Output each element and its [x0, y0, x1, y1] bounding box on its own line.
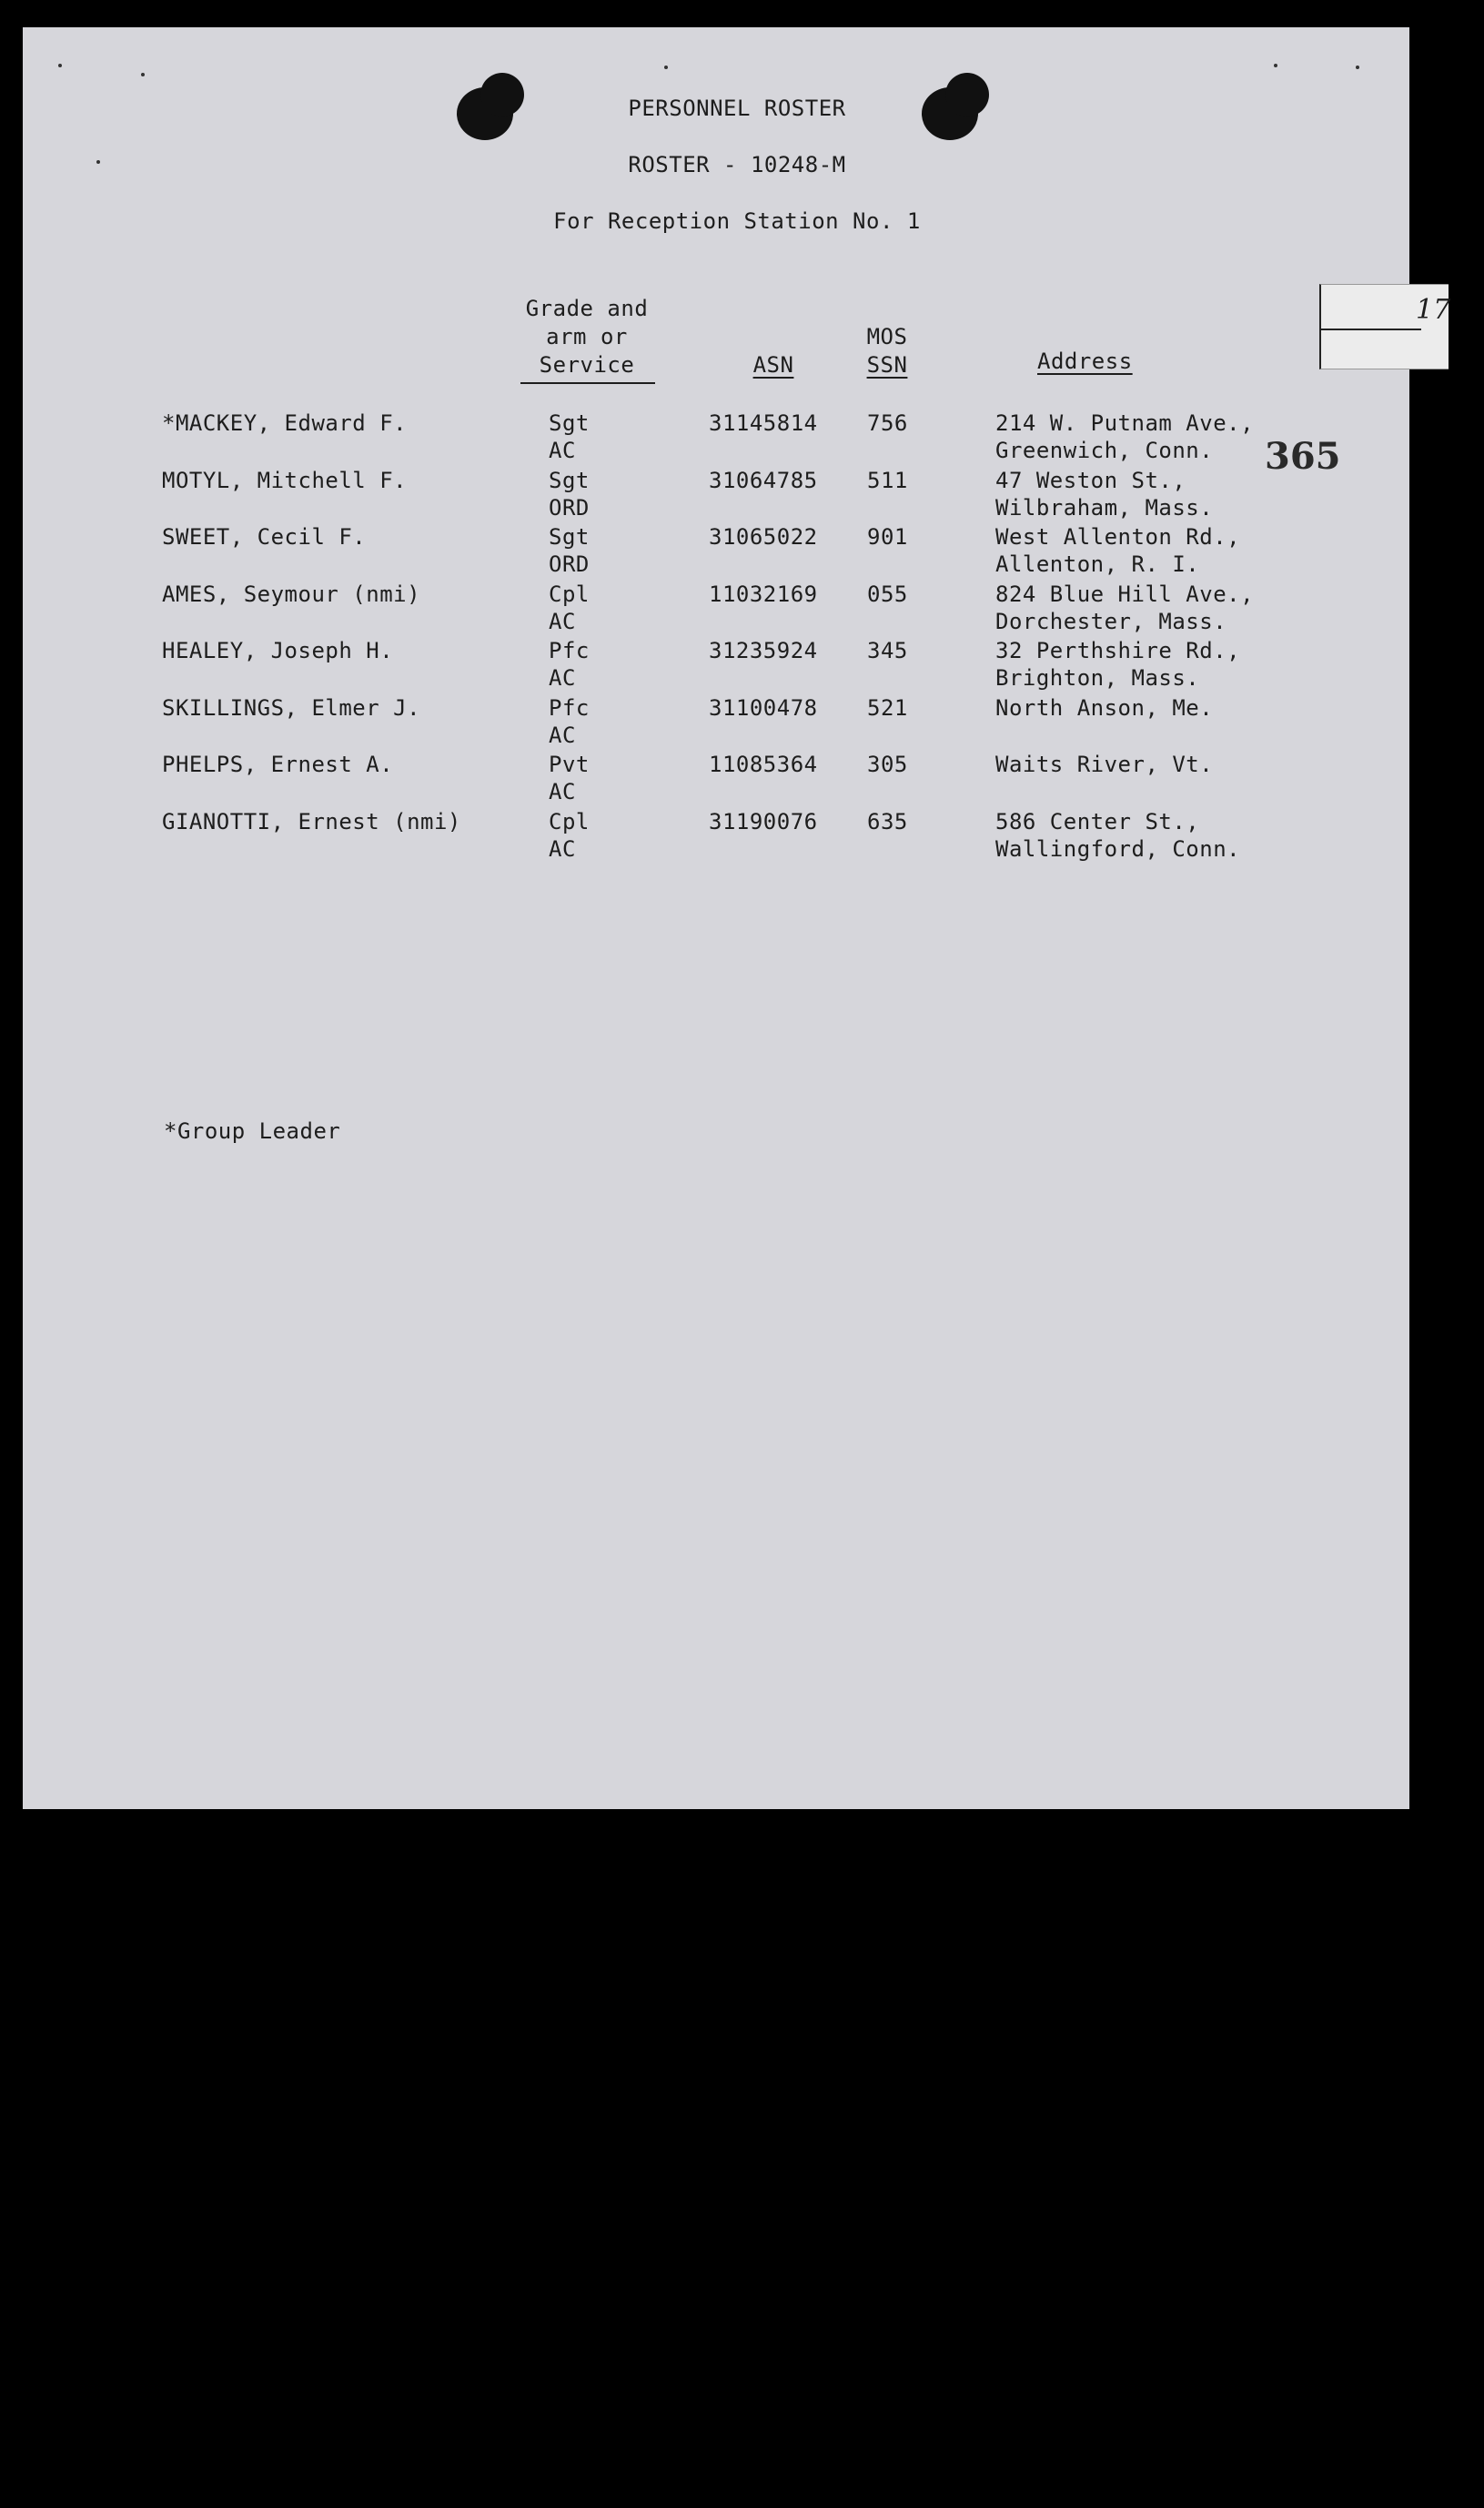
- row-name: SWEET, Cecil F.: [162, 524, 367, 550]
- index-tab: [1319, 284, 1449, 369]
- row-mos: 901: [867, 524, 908, 550]
- row-asn: 31065022: [709, 524, 818, 550]
- row-addr2: Allenton, R. I.: [995, 551, 1200, 577]
- row-mos: 521: [867, 695, 908, 721]
- punch-hole-left: [457, 87, 513, 140]
- row-addr1: 32 Perthshire Rd.,: [995, 638, 1241, 663]
- row-name: GIANOTTI, Ernest (nmi): [162, 809, 461, 834]
- tab-rule: [1321, 329, 1421, 330]
- col-ssn: SSN: [866, 352, 908, 378]
- row-asn: 31100478: [709, 695, 818, 721]
- row-name: *MACKEY, Edward F.: [162, 410, 408, 436]
- row-addr1: 586 Center St.,: [995, 809, 1200, 834]
- row-addr1: North Anson, Me.: [995, 695, 1214, 721]
- row-grade: Cpl: [549, 809, 590, 834]
- row-grade: Sgt: [549, 524, 590, 550]
- col-grade-line1: Grade and: [525, 296, 649, 321]
- roster-page: [23, 27, 1409, 1809]
- row-grade: Cpl: [549, 581, 590, 607]
- row-name: SKILLINGS, Elmer J.: [162, 695, 421, 721]
- page-stamp: 365: [1265, 435, 1341, 478]
- row-asn: 11085364: [709, 752, 818, 777]
- tab-number: 17: [1416, 294, 1451, 326]
- row-asn: 31235924: [709, 638, 818, 663]
- speck: [141, 73, 145, 76]
- col-asn: ASN: [752, 352, 794, 378]
- col-grade-line2: arm or: [546, 324, 628, 349]
- reception-station: For Reception Station No. 1: [553, 208, 921, 234]
- speck: [1274, 64, 1277, 67]
- row-addr2: Wilbraham, Mass.: [995, 495, 1214, 521]
- row-addr1: Waits River, Vt.: [995, 752, 1214, 777]
- row-grade: Pfc: [549, 638, 590, 663]
- row-mos: 345: [867, 638, 908, 663]
- row-grade: Pvt: [549, 752, 590, 777]
- grade-underline: [520, 382, 655, 384]
- roster-number: ROSTER - 10248-M: [628, 152, 846, 177]
- row-addr1: 47 Weston St.,: [995, 468, 1186, 493]
- row-arm: ORD: [549, 551, 590, 577]
- row-asn: 31190076: [709, 809, 818, 834]
- row-mos: 511: [867, 468, 908, 493]
- row-grade: Sgt: [549, 468, 590, 493]
- row-mos: 756: [867, 410, 908, 436]
- row-arm: AC: [549, 779, 576, 804]
- row-arm: AC: [549, 836, 576, 862]
- row-mos: 635: [867, 809, 908, 834]
- row-addr1: 214 W. Putnam Ave.,: [995, 410, 1255, 436]
- row-arm: AC: [549, 723, 576, 748]
- row-name: HEALEY, Joseph H.: [162, 638, 394, 663]
- row-asn: 11032169: [709, 581, 818, 607]
- row-mos: 055: [867, 581, 908, 607]
- row-arm: AC: [549, 609, 576, 634]
- row-addr1: 824 Blue Hill Ave.,: [995, 581, 1255, 607]
- row-name: PHELPS, Ernest A.: [162, 752, 394, 777]
- speck: [1356, 66, 1359, 69]
- roster-title: PERSONNEL ROSTER: [628, 96, 846, 121]
- col-address: Address: [1037, 349, 1133, 374]
- footnote: *Group Leader: [164, 1118, 341, 1144]
- col-mos: MOS: [866, 324, 908, 349]
- row-grade: Sgt: [549, 410, 590, 436]
- row-addr2: Greenwich, Conn.: [995, 438, 1214, 463]
- row-arm: AC: [549, 438, 576, 463]
- row-asn: 31145814: [709, 410, 818, 436]
- row-name: AMES, Seymour (nmi): [162, 581, 421, 607]
- speck: [58, 64, 62, 67]
- row-mos: 305: [867, 752, 908, 777]
- row-addr2: Dorchester, Mass.: [995, 609, 1227, 634]
- row-grade: Pfc: [549, 695, 590, 721]
- row-addr2: Brighton, Mass.: [995, 665, 1200, 691]
- row-name: MOTYL, Mitchell F.: [162, 468, 408, 493]
- speck: [664, 66, 668, 69]
- row-arm: ORD: [549, 495, 590, 521]
- row-addr1: West Allenton Rd.,: [995, 524, 1241, 550]
- speck: [96, 160, 100, 164]
- row-arm: AC: [549, 665, 576, 691]
- col-grade-line3: Service: [539, 352, 635, 378]
- row-addr2: Wallingford, Conn.: [995, 836, 1241, 862]
- row-asn: 31064785: [709, 468, 818, 493]
